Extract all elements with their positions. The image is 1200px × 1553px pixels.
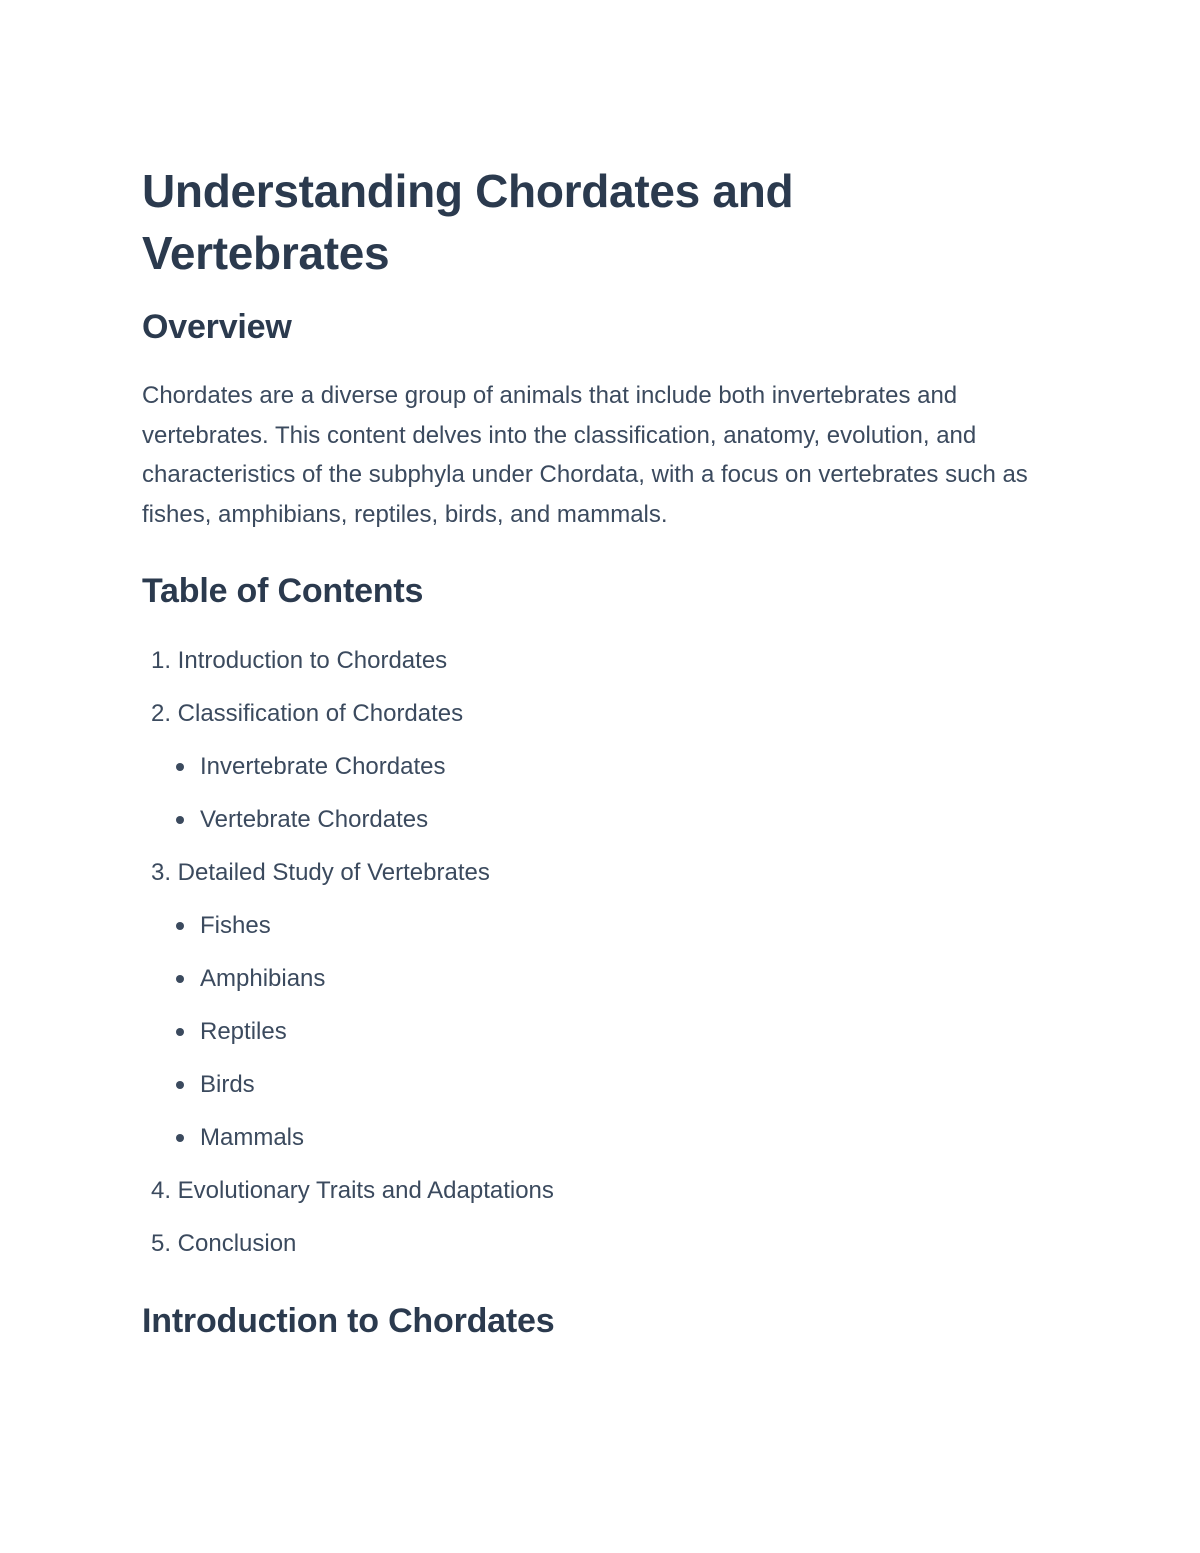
bullet-icon [176,1081,184,1089]
toc-subitem-label: Invertebrate Chordates [200,753,446,780]
toc-item-number: 1. [150,647,171,674]
toc-item-label: Introduction to Chordates [177,647,448,674]
bullet-icon [176,816,184,824]
document-title: Understanding Chordates and Vertebrates [142,165,794,279]
table-of-contents [142,634,1042,1270]
toc-sublist [142,740,1042,846]
toc-item [142,634,1042,687]
bullet-icon [176,922,184,930]
toc-item-number: 4. [150,1177,171,1204]
toc-subitem [172,740,1042,793]
toc-subitem [172,1058,1042,1111]
bullet-icon [176,763,184,771]
toc-heading: Table of Contents [142,572,424,610]
overview-heading: Overview [142,308,292,346]
toc-subitem [172,1005,1042,1058]
toc-subitem-label: Fishes [200,912,271,939]
overview-paragraph: Chordates are a diverse group of animals that include both invertebrates and vertebrates. This content delves into the classification, anatomy, evolution, and characteristics of the subphyla under Chordata, with a focus on vertebrates such as fishes, amphibians, reptiles, birds, and mammals. [142,382,1028,528]
toc-subitem-label: Mammals [200,1124,305,1151]
toc-item-number: 5. [150,1230,171,1257]
toc-item [142,846,1042,899]
toc-item-label: Evolutionary Traits and Adaptations [177,1177,554,1204]
bullet-icon [176,1134,184,1142]
toc-subitem-label: Vertebrate Chordates [200,806,429,833]
toc-item-number: 3. [150,859,171,886]
document-page [142,160,1042,1342]
toc-sublist [142,899,1042,1164]
toc-subitem [172,1111,1042,1164]
toc-item-label: Conclusion [177,1230,297,1257]
intro-section-heading: Introduction to Chordates [142,1302,555,1340]
toc-subitem [172,952,1042,1005]
toc-item [142,1217,1042,1270]
toc-item-number: 2. [150,700,171,727]
toc-item [142,1164,1042,1217]
toc-subitem-label: Birds [200,1071,255,1098]
toc-subitem-label: Reptiles [200,1018,287,1045]
bullet-icon [176,975,184,983]
toc-subitem [172,899,1042,952]
bullet-icon [176,1028,184,1036]
toc-item-label: Detailed Study of Vertebrates [177,859,490,886]
toc-item [142,687,1042,740]
toc-item-label: Classification of Chordates [177,700,464,727]
toc-subitem [172,793,1042,846]
toc-subitem-label: Amphibians [200,965,326,992]
